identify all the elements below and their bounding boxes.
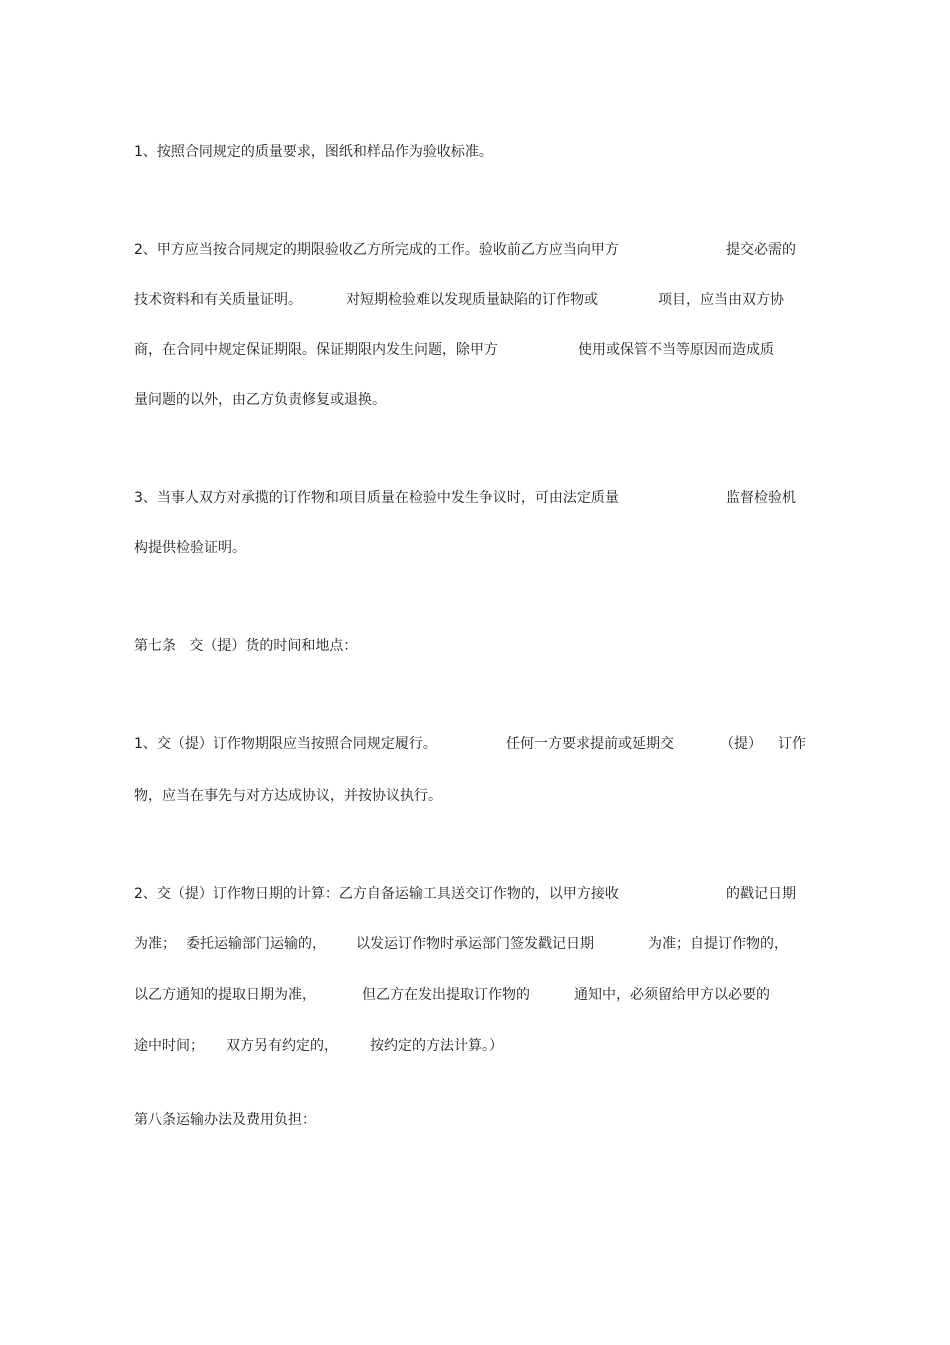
paragraph-3-line-2	[134, 536, 814, 560]
text-segment: 委托运输部门运输的，	[186, 936, 326, 952]
text-segment: 构提供检验证明。	[134, 540, 246, 556]
text-segment: 对短期检验难以发现质量缺陷的订作物或	[346, 292, 598, 308]
text-segment: 双方另有约定的，	[226, 1038, 338, 1054]
text-segment: 但乙方在发出提取订作物的	[362, 987, 530, 1003]
text-segment: 的戳记日期	[726, 886, 796, 902]
text-segment: 提交必需的	[726, 242, 796, 258]
article-7-item-2-line-2	[134, 932, 814, 956]
text-segment: 技术资料和有关质量证明。	[134, 292, 302, 308]
article-8-heading	[134, 1108, 814, 1132]
article-7-item-2-line-3	[134, 983, 814, 1007]
paragraph-2-line-3	[134, 338, 814, 362]
article-7-item-2-line-4	[134, 1034, 814, 1058]
article-7-heading	[134, 634, 814, 658]
text-segment: 监督检验机	[726, 490, 796, 506]
paragraph-3-line-1	[134, 486, 814, 510]
article-7-item-2-line-1	[134, 882, 814, 906]
text-segment: 任何一方要求提前或延期交	[506, 736, 674, 752]
paragraph-2-line-4	[134, 388, 814, 412]
text-segment: 订作	[778, 736, 806, 752]
article-7-item-1-line-1	[134, 732, 814, 756]
paragraph-1-line-1	[134, 140, 814, 164]
text-segment: 2、交（提）订作物日期的计算：乙方自备运输工具送交订作物的，以甲方接收	[134, 886, 619, 902]
text-segment: 商，在合同中规定保证期限。保证期限内发生问题，除甲方	[134, 342, 498, 358]
text-segment: 2、甲方应当按合同规定的期限验收乙方所完成的工作。验收前乙方应当向甲方	[134, 242, 619, 258]
text-segment: 量问题的以外，由乙方负责修复或退换。	[134, 392, 386, 408]
text-segment: （提）	[720, 736, 762, 752]
text-segment: 1、交（提）订作物期限应当按照合同规定履行。	[134, 736, 437, 752]
text-segment: 以乙方通知的提取日期为准，	[134, 987, 316, 1003]
article-7-item-1-line-2	[134, 784, 814, 808]
text-segment: 途中时间；	[134, 1038, 204, 1054]
text-segment: 3、当事人双方对承揽的订作物和项目质量在检验中发生争议时，可由法定质量	[134, 490, 619, 506]
text-segment: 以发运订作物时承运部门签发戳记日期	[356, 936, 594, 952]
text-segment: 为准；自提订作物的，	[648, 936, 788, 952]
text-segment: 使用或保管不当等原因而造成质	[578, 342, 774, 358]
text-segment: 第八条运输办法及费用负担：	[134, 1112, 316, 1128]
text-segment: 项目，应当由双方协	[658, 292, 784, 308]
paragraph-2-line-2	[134, 288, 814, 312]
paragraph-2-line-1	[134, 238, 814, 262]
text-segment: 第七条 交（提）货的时间和地点：	[134, 638, 358, 654]
text-segment: 物，应当在事先与对方达成协议，并按协议执行。	[134, 788, 442, 804]
text-segment: 为准；	[134, 936, 176, 952]
text-segment: 按约定的方法计算。）	[370, 1038, 503, 1054]
text-segment: 通知中，必须留给甲方以必要的	[574, 987, 770, 1003]
text-segment: 1、按照合同规定的质量要求，图纸和样品作为验收标准。	[134, 144, 493, 160]
